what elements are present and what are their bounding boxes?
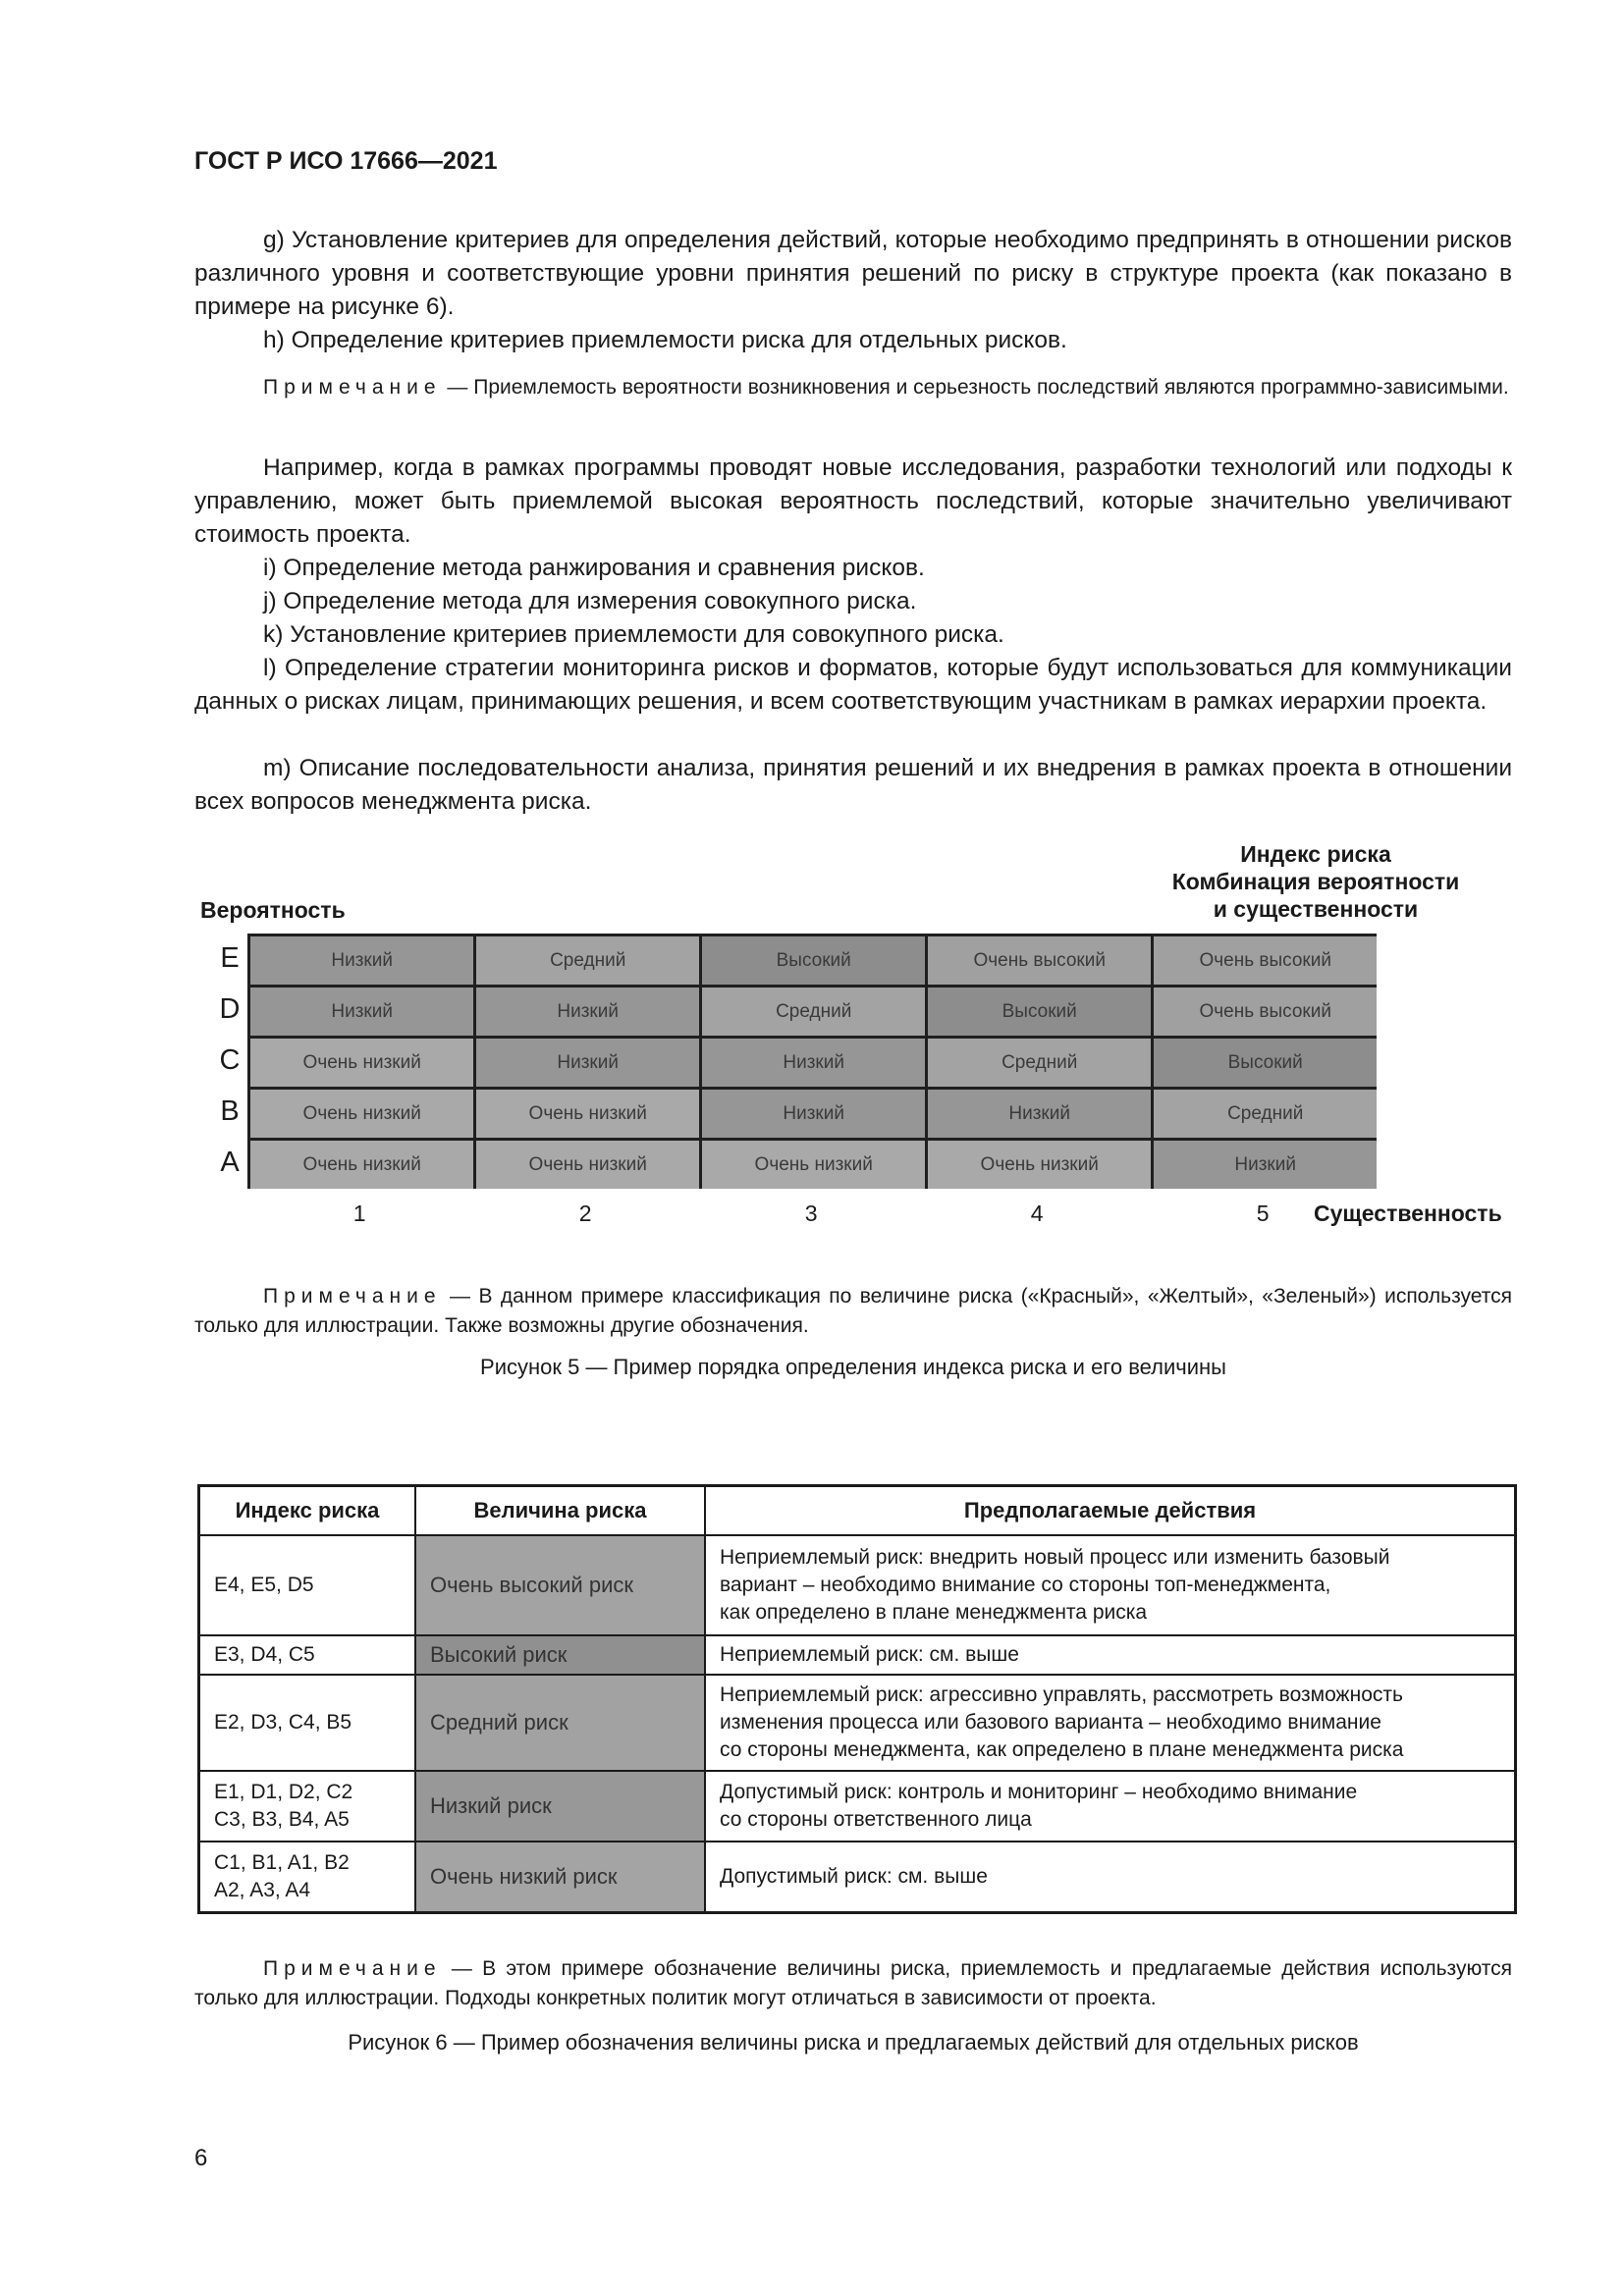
risk-index-cell: E3, D4, C5 [199,1635,416,1675]
probability-label: A [220,1147,240,1178]
severity-label: 4 [1030,1201,1044,1226]
risk-value-cell: Средний риск [415,1675,705,1771]
matrix-cell: Средний [476,936,699,985]
probability-label: D [219,993,241,1025]
risk-value-cell: Высокий риск [415,1635,705,1675]
matrix-cell: Очень низкий [476,1141,699,1189]
matrix-cell: Очень высокий [1154,988,1377,1036]
risk-value-cell: Низкий риск [415,1771,705,1842]
note-figure-5 [194,1282,1512,1341]
table-row [199,1635,1516,1675]
severity-label: 2 [578,1201,592,1226]
actions-cell: Допустимый риск: см. выше [705,1842,1516,1912]
matrix-cell: Средний [928,1039,1151,1087]
risk-matrix [247,934,1377,1189]
actions-cell: Допустимый риск: контроль и мониторинг – необходимо внимание со стороны ответственного лица [705,1771,1516,1842]
risk-index-subtitle-2: и существенности [1213,896,1419,922]
matrix-cell: Очень высокий [1154,936,1377,985]
risk-index-cell: E2, D3, C4, B5 [199,1675,416,1771]
matrix-cell: Очень низкий [476,1090,699,1138]
matrix-cell: Очень низкий [250,1090,473,1138]
note-figure-5-text: — В данном примере классификация по величине риска («Красный», «Желтый», «Зеленый») используется только для иллюстрации. Также возможны другие обозначения. [194,1285,1512,1337]
header-risk-value: Величина риска [415,1486,705,1536]
risk-index-title: Индекс риска [1240,841,1391,867]
paragraph-k: k) Установление критериев приемлемости для совокупного риска. [263,621,1004,648]
paragraph-example: Например, когда в рамках программы проводят новые исследования, разработки технологий или подходы к управлению, может быть приемлемой высокая вероятность последствий, которые значительно увеличивают стоимость проекта. [194,454,1512,548]
figure-5-caption: Рисунок 5 — Пример порядка определения индекса риска и его величины [480,1355,1226,1379]
severity-label: 1 [352,1201,366,1226]
matrix-cell: Низкий [476,1039,699,1087]
matrix-cell: Низкий [702,1039,925,1087]
matrix-cell: Высокий [702,936,925,985]
note-1 [194,373,1512,402]
probability-axis-title: Вероятность [200,897,346,923]
probability-label: E [220,942,240,974]
document-header: ГОСТ Р ИСО 17666—2021 [194,147,498,175]
header-actions: Предполагаемые действия [705,1486,1516,1536]
risk-actions-table [197,1484,1517,1914]
severity-axis-title: Существенность [1314,1201,1502,1226]
risk-index-cell: E4, E5, D5 [199,1535,416,1635]
actions-cell: Неприемлемый риск: внедрить новый процесс или изменить базовый вариант – необходимо внимание со стороны топ-менеджмента, как определено в плане менеджмента риска [705,1535,1516,1635]
matrix-cell: Низкий [476,988,699,1036]
table-row [199,1535,1516,1635]
figure-6-caption: Рисунок 6 — Пример обозначения величины риска и предлагаемых действий для отдельных рисков [348,2030,1359,2055]
matrix-cell: Очень низкий [250,1141,473,1189]
actions-cell: Неприемлемый риск: агрессивно управлять, рассмотреть возможность изменения процесса или базового варианта – необходимо внимание со стороны менеджмента, как определено в плане менеджмента риска [705,1675,1516,1771]
matrix-cell: Высокий [928,988,1151,1036]
matrix-cell: Низкий [702,1090,925,1138]
risk-value-cell: Очень низкий риск [415,1842,705,1912]
note-1-label: Примечание [263,376,442,399]
risk-index-cell: C1, B1, A1, B2 A2, A3, A4 [199,1842,416,1912]
paragraph-g: g) Установление критериев для определения действий, которые необходимо предпринять в отношении рисков различного уровня и соответствующие уровни принятия решений по риску в структуре проекта (как показано в примере на рисунке 6). [194,227,1512,320]
matrix-cell: Низкий [250,936,473,985]
matrix-cell: Средний [1154,1090,1377,1138]
matrix-cell: Средний [702,988,925,1036]
actions-cell: Неприемлемый риск: см. выше [705,1635,1516,1675]
page-number: 6 [194,2145,208,2171]
risk-index-subtitle-1: Комбинация вероятности [1171,869,1460,894]
matrix-cell: Очень низкий [928,1141,1151,1189]
header-risk-index: Индекс риска [199,1486,416,1536]
severity-label: 3 [804,1201,818,1226]
paragraph-h: h) Определение критериев приемлемости риска для отдельных рисков. [263,327,1067,353]
paragraph-l: l) Определение стратегии мониторинга рисков и форматов, которые будут использоваться для коммуникации данных о рисках лицам, принимающих решения, и всем соответствующим участникам в рамках иерархии проекта. [194,655,1512,715]
note-1-text: — Приемлемость вероятности возникновения и серьезность последствий являются программно-зависимыми. [441,376,1509,399]
risk-value-cell: Очень высокий риск [415,1535,705,1635]
table-row [199,1842,1516,1912]
note-figure-6 [194,1954,1512,2013]
note-figure-6-text: — В этом примере обозначение величины риска, приемлемость и предлагаемые действия используются только для иллюстрации. Подходы конкретных политик могут отличаться в зависимости от проекта. [194,1957,1512,2009]
table-row [199,1771,1516,1842]
note-figure-6-label: Примечание [263,1957,442,1980]
table-header-row [199,1486,1516,1536]
severity-label: 5 [1256,1201,1270,1226]
matrix-cell: Высокий [1154,1039,1377,1087]
risk-index-cell: E1, D1, D2, C2 C3, B3, B4, A5 [199,1771,416,1842]
paragraph-i: i) Определение метода ранжирования и сравнения рисков. [263,555,925,581]
table-row [199,1675,1516,1771]
paragraph-m: m) Описание последовательности анализа, принятия решений и их внедрения в рамках проекта в отношении всех вопросов менеджмента риска. [194,755,1512,815]
note-figure-5-label: Примечание [263,1285,442,1308]
matrix-cell: Низкий [928,1090,1151,1138]
matrix-cell: Низкий [1154,1141,1377,1189]
probability-label: B [220,1095,240,1127]
paragraph-j: j) Определение метода для измерения совокупного риска. [263,588,917,614]
matrix-cell: Низкий [250,988,473,1036]
matrix-cell: Очень высокий [928,936,1151,985]
matrix-cell: Очень низкий [250,1039,473,1087]
probability-label: C [219,1044,241,1076]
matrix-cell: Очень низкий [702,1141,925,1189]
